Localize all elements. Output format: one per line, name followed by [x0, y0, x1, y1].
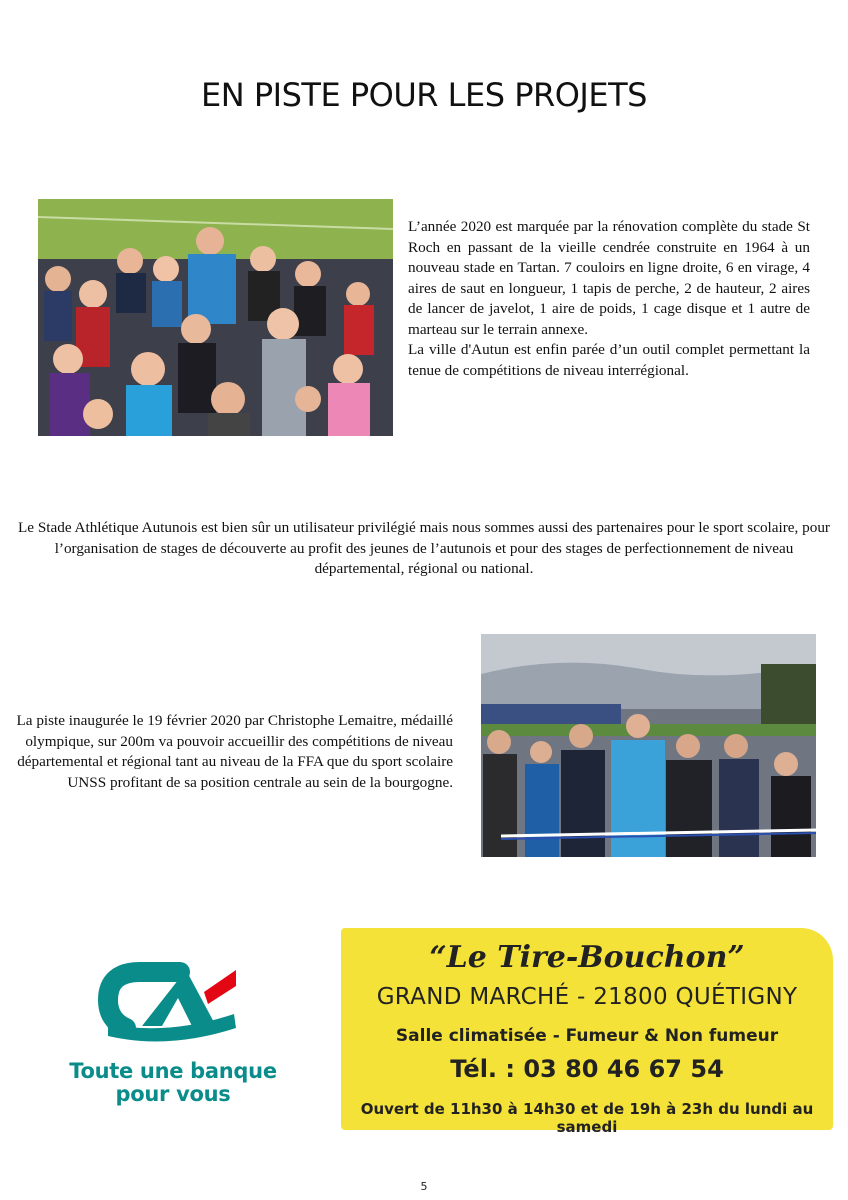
- autun-equipment-text: La ville d'Autun est enfin parée d’un outil complet permettant la tenue de compétitions de niveau interrégional.: [408, 341, 810, 379]
- bank-tagline-line1: Toute une banque: [69, 1059, 277, 1083]
- bank-tagline-line2: pour vous: [115, 1082, 231, 1106]
- photo-ribbon-cutting: [481, 634, 816, 857]
- restaurant-advertisement: [341, 928, 833, 1136]
- photo-children-crowd: [38, 199, 393, 436]
- restaurant-hours: Ouvert de 11h30 à 14h30 et de 19h à 23h du lundi au samedi: [360, 1100, 814, 1136]
- inauguration-paragraph: La piste inaugurée le 19 février 2020 par Christophe Lemaitre, médaillé olympique, sur 200m va pouvoir accueillir des compétitions de niveau départemental et régional tant au niveau de la FFA que du sport scolaire UNSS profitant de sa position centrale au sein de la bourgogne.: [16, 712, 453, 791]
- restaurant-address: GRAND MARCHÉ - 21800 QUÉTIGNY: [376, 984, 798, 1010]
- page-title: EN PISTE POUR LES PROJETS: [201, 76, 647, 114]
- bank-tagline: [66, 1060, 280, 1106]
- restaurant-phone: Tél. : 03 80 46 67 54: [450, 1055, 724, 1083]
- restaurant-features: Salle climatisée - Fumeur & Non fumeur: [395, 1026, 779, 1046]
- restaurant-name: “Le Tire-Bouchon”: [429, 940, 745, 975]
- stadium-renovation-text: L’année 2020 est marquée par la rénovation complète du stade St Roch en passant de la vieille cendrée construite en 1964 à un nouveau stade en Tartan. 7 couloirs en ligne droite, 6 en virage, 4 aires de saut en longueur, 1 tapis de perche, 2 de hauteur, 2 aires de lancer de javelot, 1 aire de poids, 1 cage disque et 1 autre de marteau sur le terrain annexe.: [408, 218, 810, 338]
- stadium-renovation-paragraph: [408, 217, 810, 381]
- partners-paragraph: Le Stade Athlétique Autunois est bien sûr un utilisateur privilégié mais nous sommes aussi des partenaires pour le sport scolaire, pour l’organisation de stages de découverte au profit des jeunes de l’autunois et pour des stages de perfectionnement de niveau départemental, régional ou national.: [18, 519, 830, 577]
- page-number: 5: [420, 1180, 428, 1193]
